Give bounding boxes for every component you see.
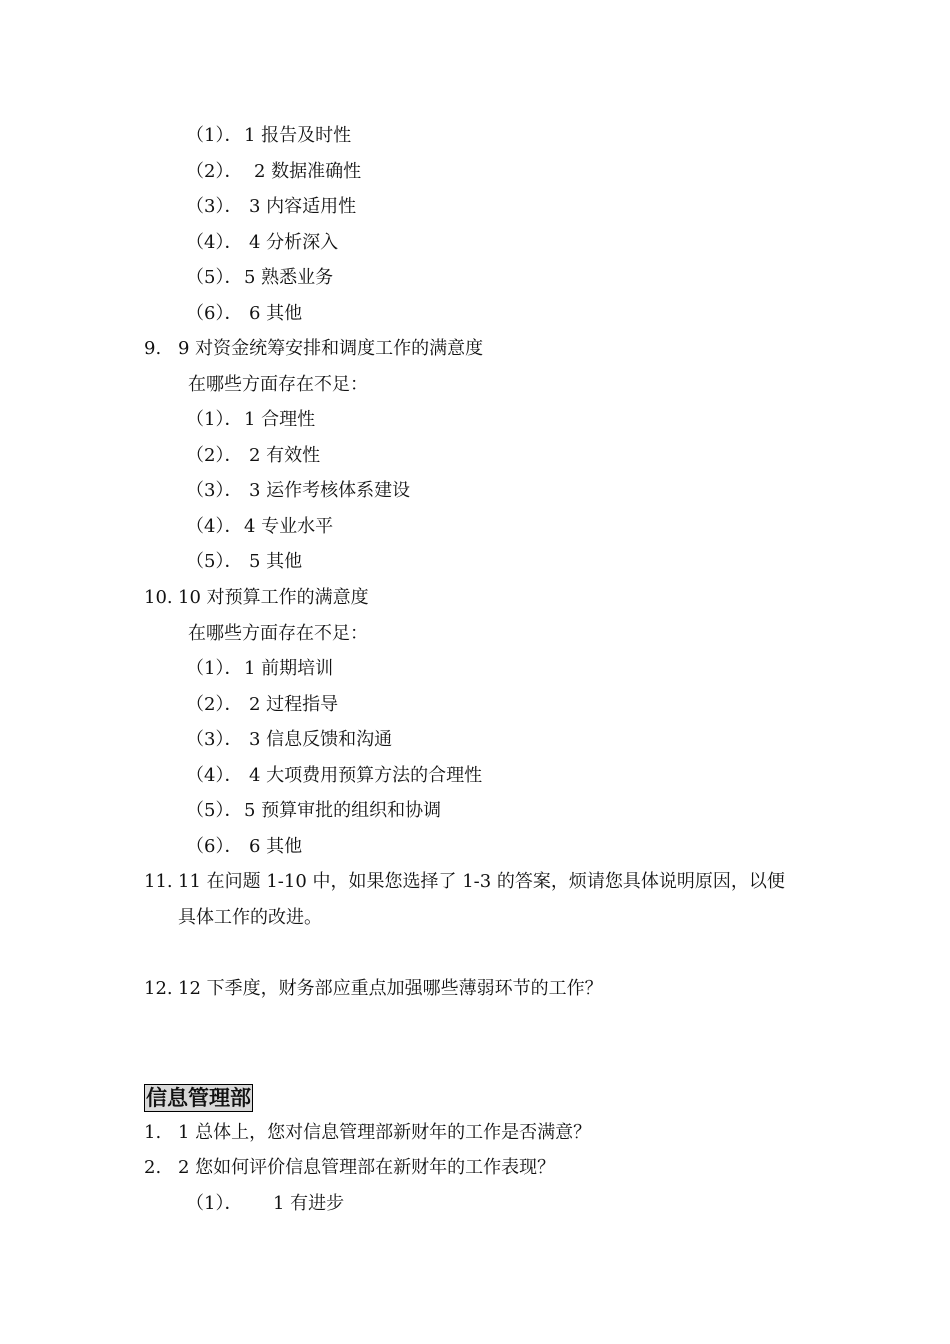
option-label: （3）． bbox=[186, 480, 243, 501]
option-text: 6 其他 bbox=[249, 303, 303, 324]
option-text: 5 熟悉业务 bbox=[244, 267, 334, 288]
option-text: 2 数据准确性 bbox=[254, 161, 362, 182]
option-label: （3）． bbox=[186, 729, 243, 750]
option-text: 1 前期培训 bbox=[244, 658, 334, 679]
question-text: 1 总体上，您对信息管理部新财年的工作是否满意？ bbox=[178, 1122, 592, 1143]
option-text: 5 其他 bbox=[249, 551, 303, 572]
option-label: （5）． bbox=[186, 267, 243, 288]
question-note: 在哪些方面存在不足： bbox=[188, 374, 368, 395]
option-label: （1）． bbox=[186, 409, 243, 430]
option-label: （5）． bbox=[186, 551, 243, 572]
option-label: （6）． bbox=[186, 836, 243, 857]
option-label: （1）． bbox=[186, 1193, 243, 1214]
option-text: 1 合理性 bbox=[244, 409, 316, 430]
option-label: （2）． bbox=[186, 161, 243, 182]
option-text: 3 信息反馈和沟通 bbox=[249, 729, 393, 750]
question-text: 9 对资金统筹安排和调度工作的满意度 bbox=[178, 338, 484, 359]
option-text: 4 分析深入 bbox=[249, 232, 339, 253]
option-label: （2）． bbox=[186, 694, 243, 715]
question-text: 2 您如何评价信息管理部在新财年的工作表现？ bbox=[178, 1157, 556, 1178]
question-text: 10 对预算工作的满意度 bbox=[178, 587, 369, 608]
option-text: 2 有效性 bbox=[249, 445, 321, 466]
option-label: （1）． bbox=[186, 125, 243, 146]
option-label: （4）． bbox=[186, 516, 243, 537]
option-label: （2）． bbox=[186, 445, 243, 466]
option-label: （4）． bbox=[186, 232, 243, 253]
option-text: 4 专业水平 bbox=[244, 516, 334, 537]
option-text: 3 运作考核体系建设 bbox=[249, 480, 411, 501]
question-text-continued: 具体工作的改进。 bbox=[178, 907, 322, 928]
option-text: 4 大项费用预算方法的合理性 bbox=[249, 765, 483, 786]
option-text: 5 预算审批的组织和协调 bbox=[244, 800, 442, 821]
question-number: 12. bbox=[144, 978, 173, 999]
question-text: 11 在问题 1-10 中，如果您选择了 1-3 的答案，烦请您具体说明原因，以便 bbox=[178, 871, 785, 892]
section-title: 信息管理部 bbox=[146, 1086, 251, 1110]
option-label: （5）． bbox=[186, 800, 243, 821]
question-note: 在哪些方面存在不足： bbox=[188, 623, 368, 644]
question-number: 10. bbox=[144, 587, 173, 608]
option-text: 3 内容适用性 bbox=[249, 196, 357, 217]
option-text: 1 有进步 bbox=[273, 1193, 345, 1214]
option-label: （6）． bbox=[186, 303, 243, 324]
option-label: （4）． bbox=[186, 765, 243, 786]
option-text: 6 其他 bbox=[249, 836, 303, 857]
option-label: （3）． bbox=[186, 196, 243, 217]
question-number: 9. bbox=[144, 338, 162, 359]
option-text: 1 报告及时性 bbox=[244, 125, 352, 146]
question-number: 1. bbox=[144, 1122, 162, 1143]
question-number: 11. bbox=[144, 871, 173, 892]
question-text: 12 下季度，财务部应重点加强哪些薄弱环节的工作？ bbox=[178, 978, 603, 999]
option-text: 2 过程指导 bbox=[249, 694, 339, 715]
option-label: （1）． bbox=[186, 658, 243, 679]
question-number: 2. bbox=[144, 1157, 162, 1178]
